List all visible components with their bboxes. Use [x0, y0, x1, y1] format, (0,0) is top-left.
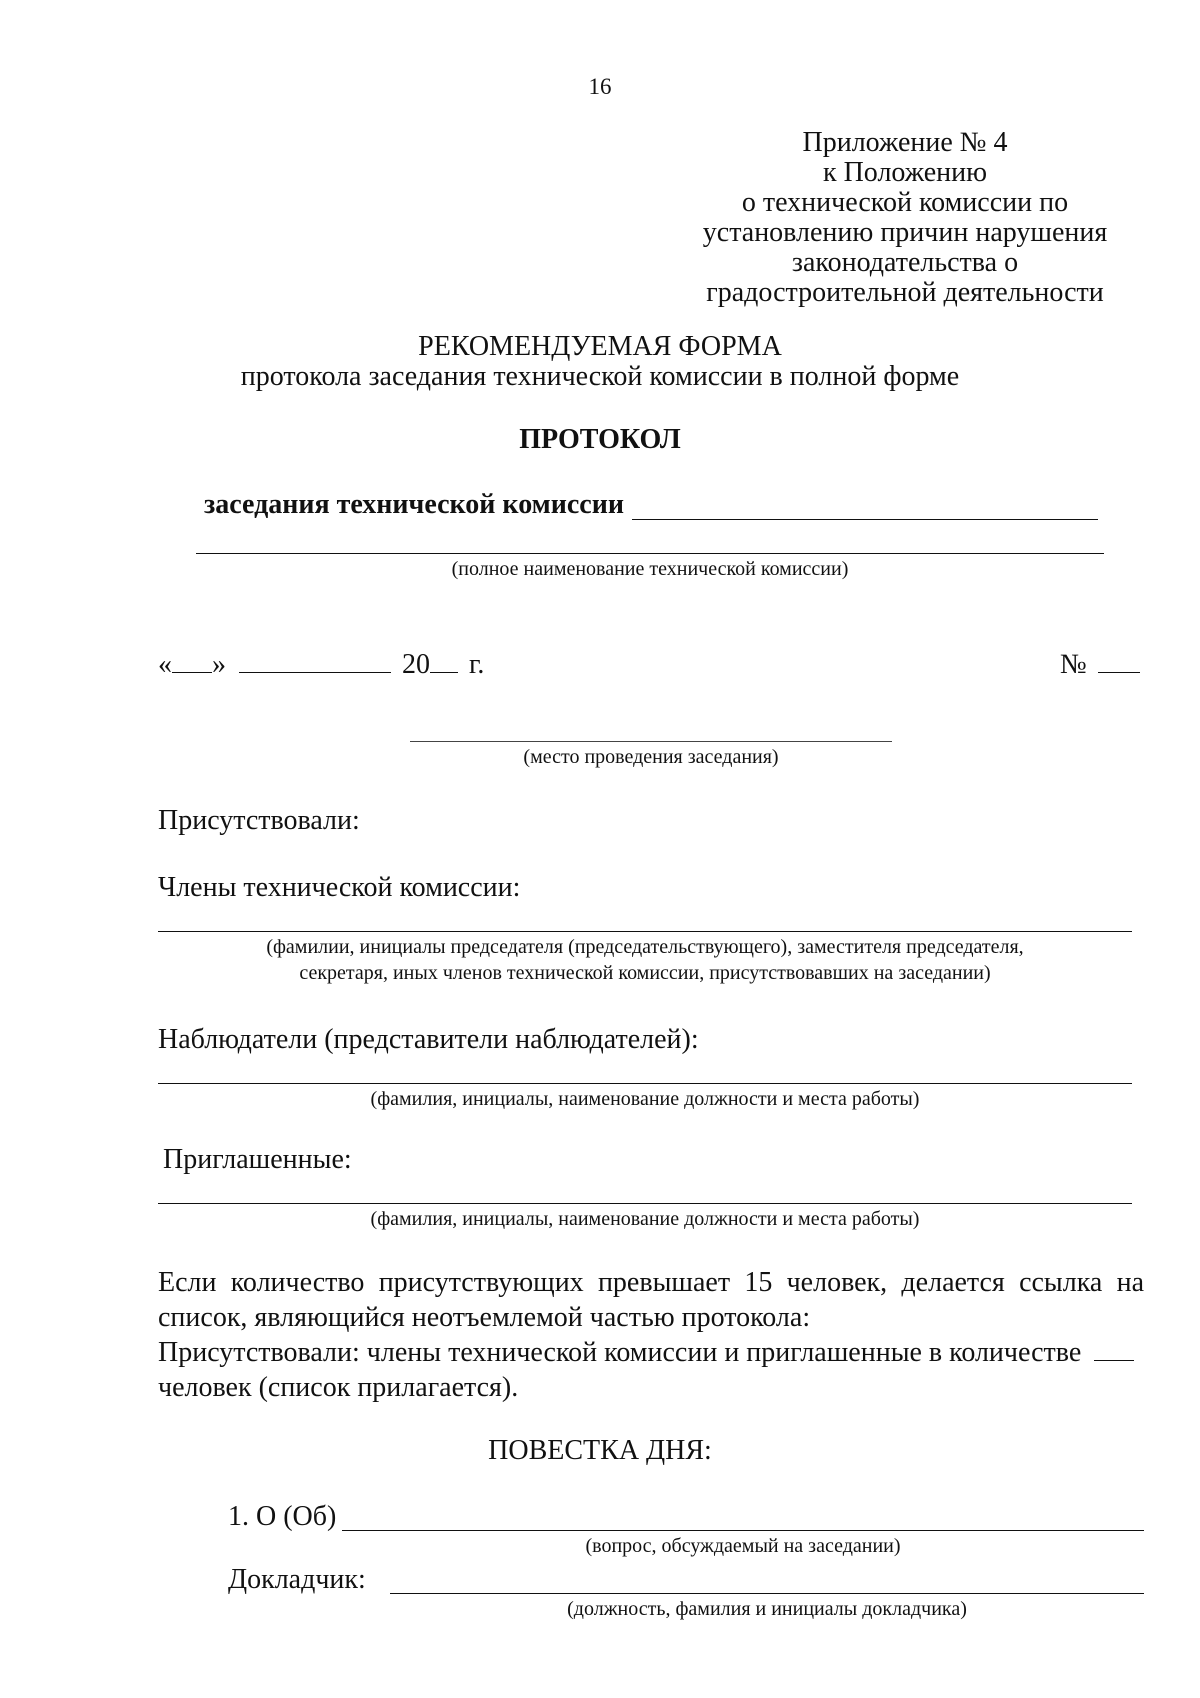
- form-subtitle: протокола заседания технической комиссии в полной форме: [240, 361, 960, 392]
- note-line-2: список, являющийся неотъемлемой частью протокола:: [158, 1302, 811, 1333]
- form-title: РЕКОМЕНДУЕМАЯ ФОРМА: [418, 331, 782, 362]
- note-line-1: Если количество присутствующих превышает 15 человек, делается ссылка на: [158, 1267, 1144, 1298]
- appendix-line-5: законодательства о: [791, 247, 1019, 278]
- appendix-line-2: к Положению: [822, 157, 988, 188]
- attendee-count-blank[interactable]: [1094, 1338, 1134, 1361]
- agenda-item-1-blank[interactable]: [342, 1530, 1144, 1531]
- appendix-block: [690, 128, 1120, 308]
- page-number: 16: [588, 74, 612, 99]
- members-caption-1: (фамилии, инициалы председателя (председательствующего), заместителя председателя,: [266, 936, 1024, 958]
- invited-caption: (фамилия, инициалы, наименование должности и места работы): [370, 1208, 920, 1230]
- note-line-3: Присутствовали: члены технической комиссии и приглашенные в количестве: [158, 1337, 1082, 1368]
- month-blank[interactable]: [239, 650, 391, 673]
- appendix-line-3: о технической комиссии по: [741, 187, 1069, 218]
- speaker-blank[interactable]: [390, 1593, 1144, 1594]
- agenda-item-1-caption: (вопрос, обсуждаемый на заседании): [585, 1535, 901, 1557]
- note-line-3-row: [158, 1338, 1134, 1368]
- protocol-heading: ПРОТОКОЛ: [519, 424, 681, 455]
- date-row: [158, 650, 484, 680]
- invited-blank[interactable]: [158, 1203, 1132, 1204]
- appendix-line-1: Приложение № 4: [802, 127, 1008, 158]
- close-quote: »: [212, 649, 226, 680]
- observers-label: Наблюдатели (представители наблюдателей):: [158, 1024, 699, 1055]
- agenda-item-1-label: 1. О (Об): [228, 1501, 337, 1532]
- observers-blank[interactable]: [158, 1083, 1132, 1084]
- members-blank[interactable]: [158, 931, 1132, 932]
- meeting-label: заседания технической комиссии: [204, 489, 624, 520]
- number-blank[interactable]: [1098, 650, 1140, 673]
- year-prefix: 20: [402, 649, 430, 680]
- invited-label: Приглашенные:: [163, 1144, 352, 1175]
- appendix-line-6: градостроительной деятельности: [706, 277, 1104, 308]
- year-suffix: г.: [469, 649, 485, 680]
- members-caption-2: секретаря, иных членов технической комиссии, присутствовавших на заседании): [299, 962, 991, 984]
- commission-name-blank-2[interactable]: [196, 553, 1104, 554]
- members-label: Члены технической комиссии:: [158, 872, 521, 903]
- commission-caption: (полное наименование технической комиссии): [451, 558, 849, 580]
- speaker-label: Докладчик:: [228, 1564, 366, 1595]
- number-label: №: [1060, 649, 1087, 680]
- open-quote: «: [158, 649, 172, 680]
- year-blank[interactable]: [430, 650, 458, 673]
- present-label: Присутствовали:: [158, 805, 360, 836]
- agenda-heading: ПОВЕСТКА ДНЯ:: [488, 1435, 712, 1466]
- number-row: [1060, 650, 1140, 680]
- place-caption: (место проведения заседания): [523, 746, 779, 768]
- observers-caption: (фамилия, инициалы, наименование должности и места работы): [370, 1088, 920, 1110]
- note-line-4: человек (список прилагается).: [158, 1372, 519, 1403]
- speaker-caption: (должность, фамилия и инициалы докладчика): [567, 1598, 967, 1620]
- place-blank[interactable]: [410, 741, 892, 742]
- commission-name-blank-1[interactable]: [632, 519, 1098, 520]
- day-blank[interactable]: [172, 650, 212, 673]
- appendix-line-4: установлению причин нарушения: [702, 217, 1108, 248]
